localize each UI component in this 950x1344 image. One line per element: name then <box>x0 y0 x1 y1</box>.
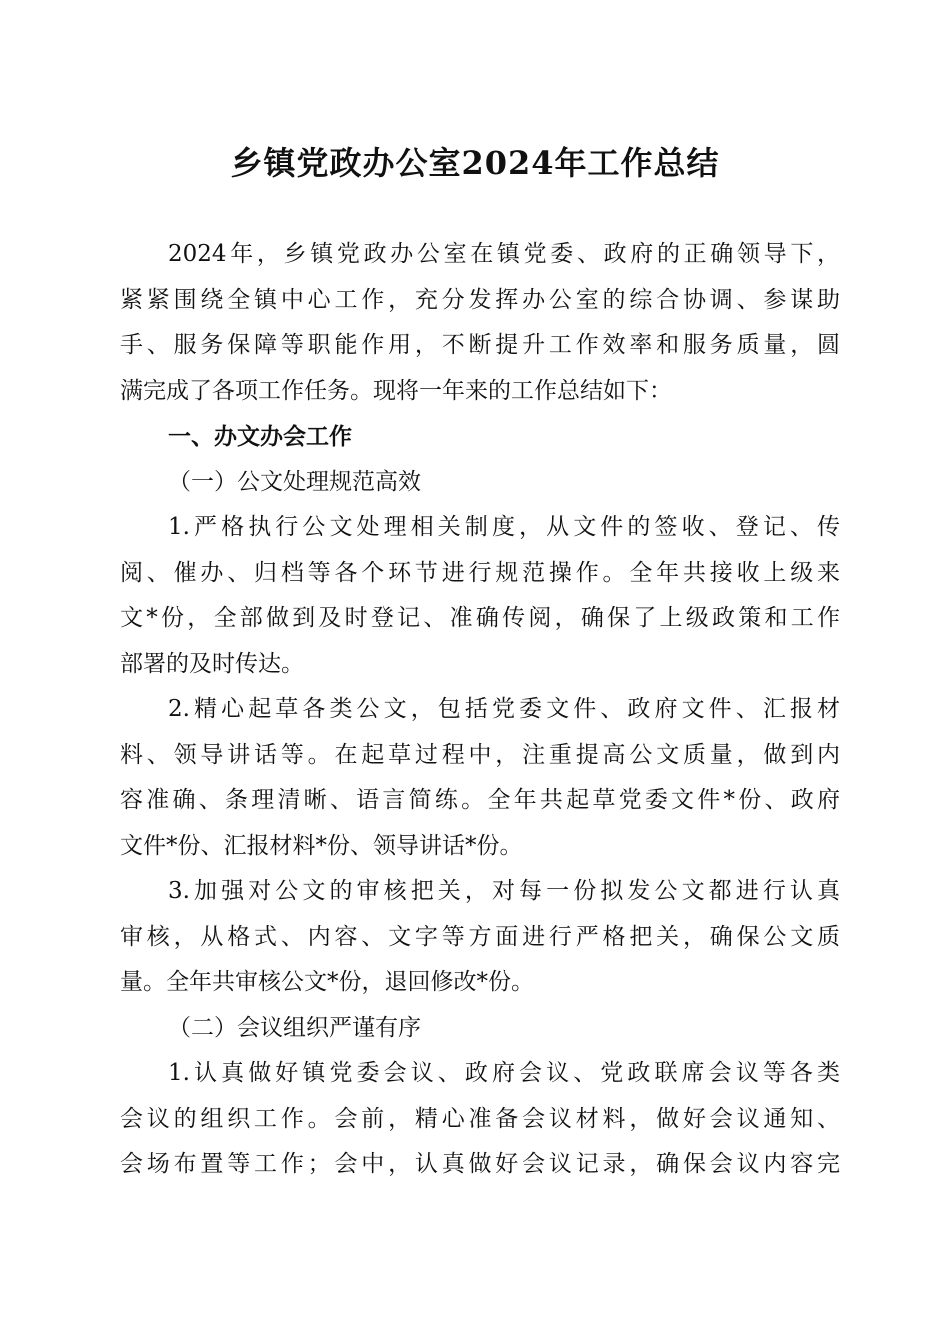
text-line: 满完成了各项工作任务。现将一年来的工作总结如下： <box>120 377 672 404</box>
text-line: 阅、催办、归档等各个环节进行规范操作。全年共接收上级来 <box>120 559 840 586</box>
text-line: 量。全年共审核公文*份，退回修改*份。 <box>120 969 534 995</box>
subsection-heading: （二）会议组织严谨有序 <box>168 1014 421 1041</box>
text-line: 料、领导讲话等。在起草过程中，注重提高公文质量，做到内 <box>120 741 840 768</box>
text-line: 文*份，全部做到及时登记、准确传阅，确保了上级政策和工作 <box>120 605 840 631</box>
text-line: 文件*份、汇报材料*份、领导讲话*份。 <box>120 832 523 859</box>
text-line: 会议的组织工作。会前，精心准备会议材料，做好会议通知、 <box>120 1105 840 1132</box>
text-line: 审核，从格式、内容、文字等方面进行严格把关，确保公文质 <box>120 923 840 950</box>
document-title: 乡镇党政办公室2024年工作总结 <box>230 144 720 182</box>
text-line: 1.认真做好镇党委会议、政府会议、党政联席会议等各类 <box>168 1060 840 1086</box>
text-line: 紧紧围绕全镇中心工作，充分发挥办公室的综合协调、参谋助 <box>120 286 840 313</box>
text-line: 3.加强对公文的审核把关，对每一份拟发公文都进行认真 <box>168 878 840 904</box>
text-line: 部署的及时传达。 <box>120 650 304 677</box>
document-body <box>120 232 840 1188</box>
text-line: 手、服务保障等职能作用，不断提升工作效率和服务质量，圆 <box>120 332 840 358</box>
text-line: 2024年，乡镇党政办公室在镇党委、政府的正确领导下， <box>168 241 840 267</box>
text-line: 会场布置等工作；会中，认真做好会议记录，确保会议内容完 <box>120 1151 840 1177</box>
text-line: 容准确、条理清晰、语言简练。全年共起草党委文件*份、政府 <box>120 787 840 813</box>
section-heading: 一、办文办会工作 <box>168 423 352 450</box>
subsection-heading: （一）公文处理规范高效 <box>168 468 421 495</box>
text-line: 2.精心起草各类公文，包括党委文件、政府文件、汇报材 <box>168 696 840 722</box>
text-line: 1.严格执行公文处理相关制度，从文件的签收、登记、传 <box>168 514 840 540</box>
